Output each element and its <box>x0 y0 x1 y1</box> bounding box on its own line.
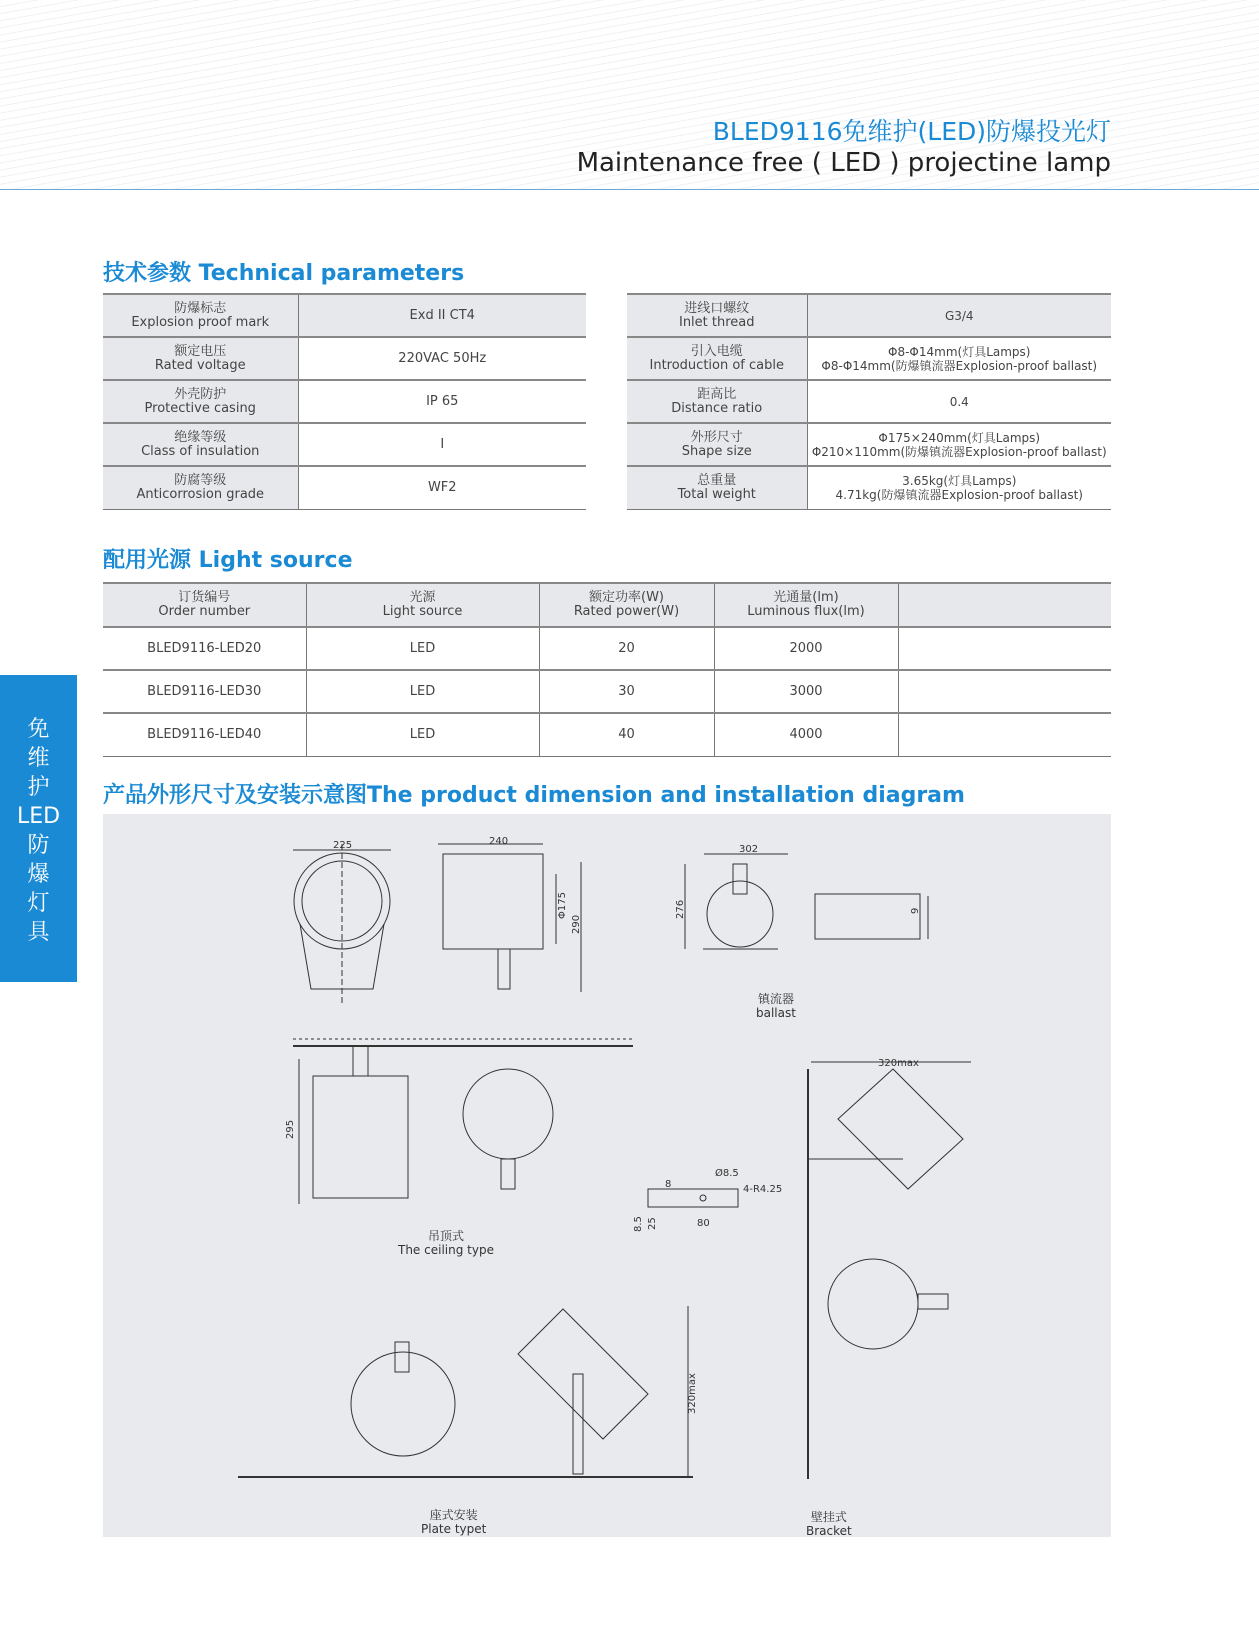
table-cell: LED <box>306 627 539 670</box>
tech-title: 技术参数 Technical parameters <box>103 261 465 286</box>
table-cell: BLED9116-LED30 <box>103 670 306 713</box>
empty-cell <box>898 627 1111 670</box>
param-value: I <box>298 423 586 466</box>
tech-row <box>627 380 1111 423</box>
title-en: Maintenance free ( LED ) projectine lamp <box>576 148 1111 178</box>
plate-mount <box>238 1306 693 1477</box>
dim-320max-plate: 320max <box>687 1373 698 1414</box>
hole-detail <box>648 1189 738 1207</box>
dim-302: 302 <box>739 844 759 855</box>
param-value: 0.4 <box>807 380 1111 423</box>
param-name: 防腐等级 Anticorrosion grade <box>103 466 298 509</box>
dim-8-5: 8.5 <box>633 1216 644 1232</box>
column-header: 光通量(lm) Luminous flux(lm) <box>714 583 898 627</box>
side-tab-text: 免 维 护 LED 防 爆 灯 具 <box>16 717 61 945</box>
tech-row <box>103 337 586 380</box>
dim-r4-25: 4-R4.25 <box>743 1184 783 1195</box>
dim-320max-bracket: 320max <box>878 1058 919 1069</box>
table-cell: LED <box>306 713 539 756</box>
column-header: 订货编号 Order number <box>103 583 306 627</box>
title-cn: BLED9116免维护(LED)防爆投光灯 <box>712 117 1111 146</box>
dim-276: 276 <box>675 899 686 919</box>
dim-25: 25 <box>647 1217 658 1230</box>
dimension-drawing <box>103 814 1111 1537</box>
bracket-caption: 壁挂式 Bracket <box>806 1510 852 1538</box>
table-row <box>103 713 1111 756</box>
empty-cell <box>898 713 1111 756</box>
tech-row <box>103 423 586 466</box>
column-header: 额定功率(W) Rated power(W) <box>539 583 714 627</box>
param-name: 防爆标志 Explosion proof mark <box>103 294 298 337</box>
tech-table-right <box>627 293 1111 510</box>
dim-290: 290 <box>571 914 582 934</box>
side-tab <box>0 675 77 982</box>
empty-cell <box>898 670 1111 713</box>
plate-caption: 座式安装 Plate typet <box>421 1508 487 1536</box>
table-row <box>103 670 1111 713</box>
param-name: 外形尺寸 Shape size <box>627 423 807 466</box>
param-value: 3.65kg(灯具Lamps) 4.71kg(防爆镇流器Explosion-proof ballast) <box>807 466 1111 509</box>
dim-295: 295 <box>285 1119 296 1139</box>
tech-row <box>627 337 1111 380</box>
table-cell: 20 <box>539 627 714 670</box>
dim-phi175: Φ175 <box>557 892 568 919</box>
dim-80: 80 <box>697 1218 710 1229</box>
param-value: 220VAC 50Hz <box>298 337 586 380</box>
dim-225: 225 <box>333 840 353 851</box>
param-value: Φ175×240mm(灯具Lamps) Φ210×110mm(防爆镇流器Explosion-proof ballast) <box>807 423 1111 466</box>
param-value: Φ8-Φ14mm(灯具Lamps) Φ8-Φ14mm(防爆镇流器Explosion-proof ballast) <box>807 337 1111 380</box>
ballast-caption: 镇流器 ballast <box>756 992 796 1020</box>
param-value: WF2 <box>298 466 586 509</box>
tech-row <box>627 294 1111 337</box>
column-header: 光源 Light source <box>306 583 539 627</box>
param-name: 外壳防护 Protective casing <box>103 380 298 423</box>
param-name: 距高比 Distance ratio <box>627 380 807 423</box>
param-value: IP 65 <box>298 380 586 423</box>
dim-240: 240 <box>489 836 509 847</box>
param-name: 总重量 Total weight <box>627 466 807 509</box>
table-cell: 40 <box>539 713 714 756</box>
tech-row <box>103 466 586 509</box>
dim-8: 8 <box>665 1179 672 1190</box>
param-name: 引入电缆 Introduction of cable <box>627 337 807 380</box>
param-name: 额定电压 Rated voltage <box>103 337 298 380</box>
front-view <box>293 844 391 1004</box>
table-row <box>103 627 1111 670</box>
page-header <box>0 0 1259 190</box>
param-value: G3/4 <box>807 294 1111 337</box>
dim-phi8-5: Ø8.5 <box>715 1168 739 1179</box>
diagram-title: 产品外形尺寸及安装示意图The product dimension and installation diagram <box>103 783 965 808</box>
light-table <box>103 582 1111 757</box>
tech-row <box>627 423 1111 466</box>
tech-row <box>103 380 586 423</box>
diagram-panel <box>103 814 1111 1537</box>
tech-row <box>103 294 586 337</box>
ceiling-caption: 吊顶式 The ceiling type <box>398 1229 494 1257</box>
table-cell: BLED9116-LED20 <box>103 627 306 670</box>
bracket-mount <box>808 1062 971 1479</box>
empty-header <box>898 583 1111 627</box>
table-cell: BLED9116-LED40 <box>103 713 306 756</box>
param-name: 绝缘等级 Class of insulation <box>103 423 298 466</box>
tech-table-left <box>103 293 586 510</box>
param-name: 进线口螺纹 Inlet thread <box>627 294 807 337</box>
table-cell: 30 <box>539 670 714 713</box>
table-cell: 3000 <box>714 670 898 713</box>
light-title: 配用光源 Light source <box>103 548 353 573</box>
ceiling-mount <box>293 1039 633 1204</box>
table-cell: 4000 <box>714 713 898 756</box>
table-cell: 2000 <box>714 627 898 670</box>
table-cell: LED <box>306 670 539 713</box>
ballast-views <box>685 854 928 949</box>
header-row <box>103 583 1111 627</box>
tech-row <box>627 466 1111 509</box>
param-value: Exd II CT4 <box>298 294 586 337</box>
dim-9: 9 <box>910 907 921 914</box>
